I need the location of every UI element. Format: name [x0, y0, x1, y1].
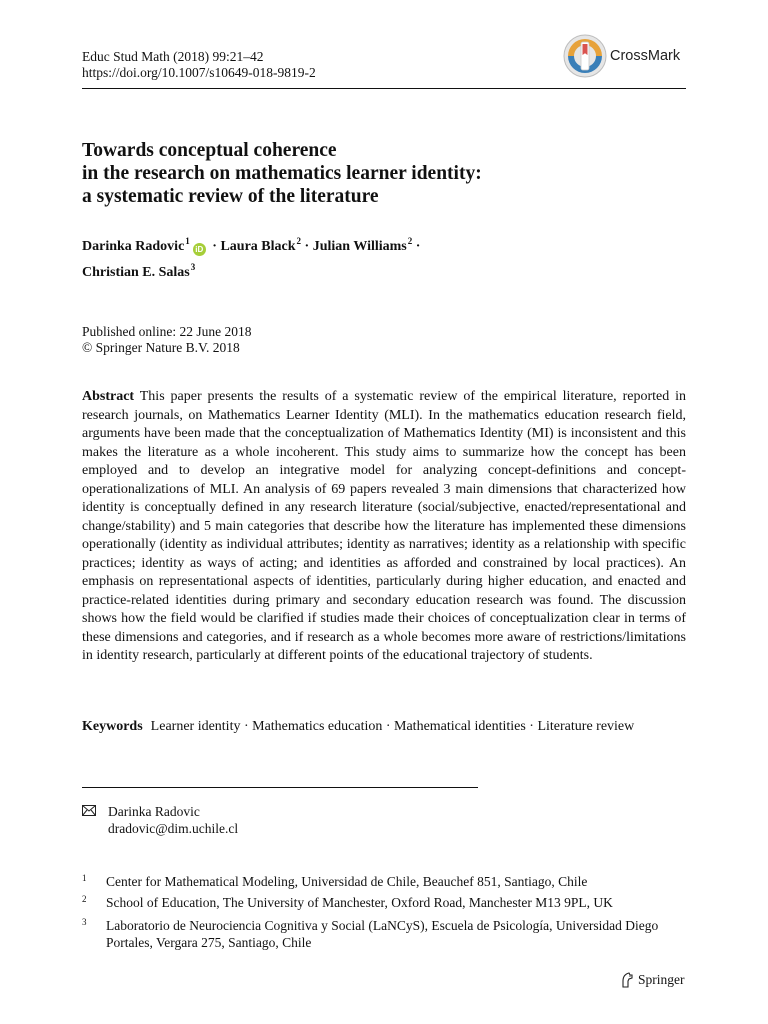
abstract	[82, 388, 686, 666]
keywords	[82, 718, 686, 736]
affiliation-text: Center for Mathematical Modeling, Universidad de Chile, Beauchef 851, Santiago, Chile	[106, 874, 588, 889]
abstract-text: This paper presents the results of a systematic review of the empirical literature, reported in research journals, on Mathematics Learner Identity (MLI). In the mathematics education research field, arguments have been made that the conceptualization of Mathematics Identity (MI) is inconsistent and this makes the literature as a whole incoherent. This study aims to summarize how the concept has been employed and to develop an integrative model for analyzing concept-definitions and concept-operationalizations of MLI. An analysis of 69 papers revealed 3 main dimensions that characterized how identity is conceptually defined in any research literature (social/subjective, enacted/representational and change/stability) and 5 main categories that describe how the literature has implemented these dimensions operationally (identity as individual attributes; identity as narratives; identity as a relationship with specific practices; identity as ways of acting; and identities as afforded and constrained by local practices). An emphasis on representational aspects of identities, particularly during higher education, and enacted and practice-related identities during primary and secondary education research was found. The discussion shows how the field would be clarified if studies made their choices of conceptualization clear in terms of these dimensions and categories, and if research as a whole becomes more aware of restrictions/limitations in identity research, particularly at different points of the educational trajectory of students.	[82, 389, 686, 663]
keywords-label: Keywords	[82, 719, 143, 734]
affiliation-number: 2	[82, 894, 87, 904]
title-line-1: Towards conceptual coherence	[82, 140, 337, 161]
affiliation-marker: 3	[190, 262, 196, 272]
keywords-text: Learner identity · Mathematics education · Mathematical identities · Literature review	[150, 719, 635, 734]
affiliation-1	[82, 873, 686, 890]
springer-logo	[620, 972, 685, 988]
corresponding-author	[82, 803, 238, 837]
author-name[interactable]: Laura Black	[220, 239, 296, 254]
publication-info	[82, 324, 252, 356]
publisher-name: Springer	[638, 972, 685, 987]
crossmark-badge[interactable]	[562, 33, 680, 79]
orcid-icon[interactable]: iD	[193, 243, 206, 256]
affiliation-marker: 2	[296, 236, 302, 246]
author-separator: ·	[304, 239, 310, 254]
corresponding-author-name: Darinka Radovic	[108, 804, 200, 819]
author-name[interactable]: Darinka Radovic	[82, 239, 185, 254]
affiliation-3	[82, 917, 662, 951]
journal-citation: Educ Stud Math (2018) 99:21–42	[82, 49, 264, 64]
envelope-icon	[82, 805, 96, 816]
affiliation-number: 1	[82, 873, 87, 883]
footnote-divider	[82, 787, 478, 788]
affiliation-2	[82, 894, 686, 911]
published-date: Published online: 22 June 2018	[82, 324, 252, 339]
corresponding-author-email[interactable]: dradovic@dim.uchile.cl	[108, 821, 239, 836]
author-separator: ·	[415, 239, 421, 254]
author-list	[82, 231, 682, 283]
author-name[interactable]: Julian Williams	[312, 239, 407, 254]
affiliation-marker: 1	[185, 236, 190, 246]
author-separator: ·	[212, 239, 217, 254]
copyright-notice: © Springer Nature B.V. 2018	[82, 340, 240, 355]
affiliation-text: Laboratorio de Neurociencia Cognitiva y Social (LaNCyS), Escuela de Psicología, Universidad Diego Portales, Vergara 275, Santiago, Chile	[106, 918, 659, 950]
author-name[interactable]: Christian E. Salas	[82, 265, 190, 280]
header-divider	[82, 88, 686, 89]
crossmark-label: CrossMark	[610, 48, 681, 64]
affiliation-marker: 2	[407, 236, 413, 246]
springer-horse-icon	[620, 972, 634, 988]
affiliation-text: School of Education, The University of Manchester, Oxford Road, Manchester M13 9PL, UK	[106, 895, 613, 910]
paper-title	[82, 139, 682, 208]
doi-link[interactable]: https://doi.org/10.1007/s10649-018-9819-2	[82, 65, 316, 80]
abstract-label: Abstract	[82, 389, 135, 404]
title-line-2: in the research on mathematics learner identity:	[82, 163, 482, 184]
affiliation-number: 3	[82, 917, 87, 927]
crossmark-icon	[562, 33, 608, 79]
title-line-3: a systematic review of the literature	[82, 186, 379, 207]
